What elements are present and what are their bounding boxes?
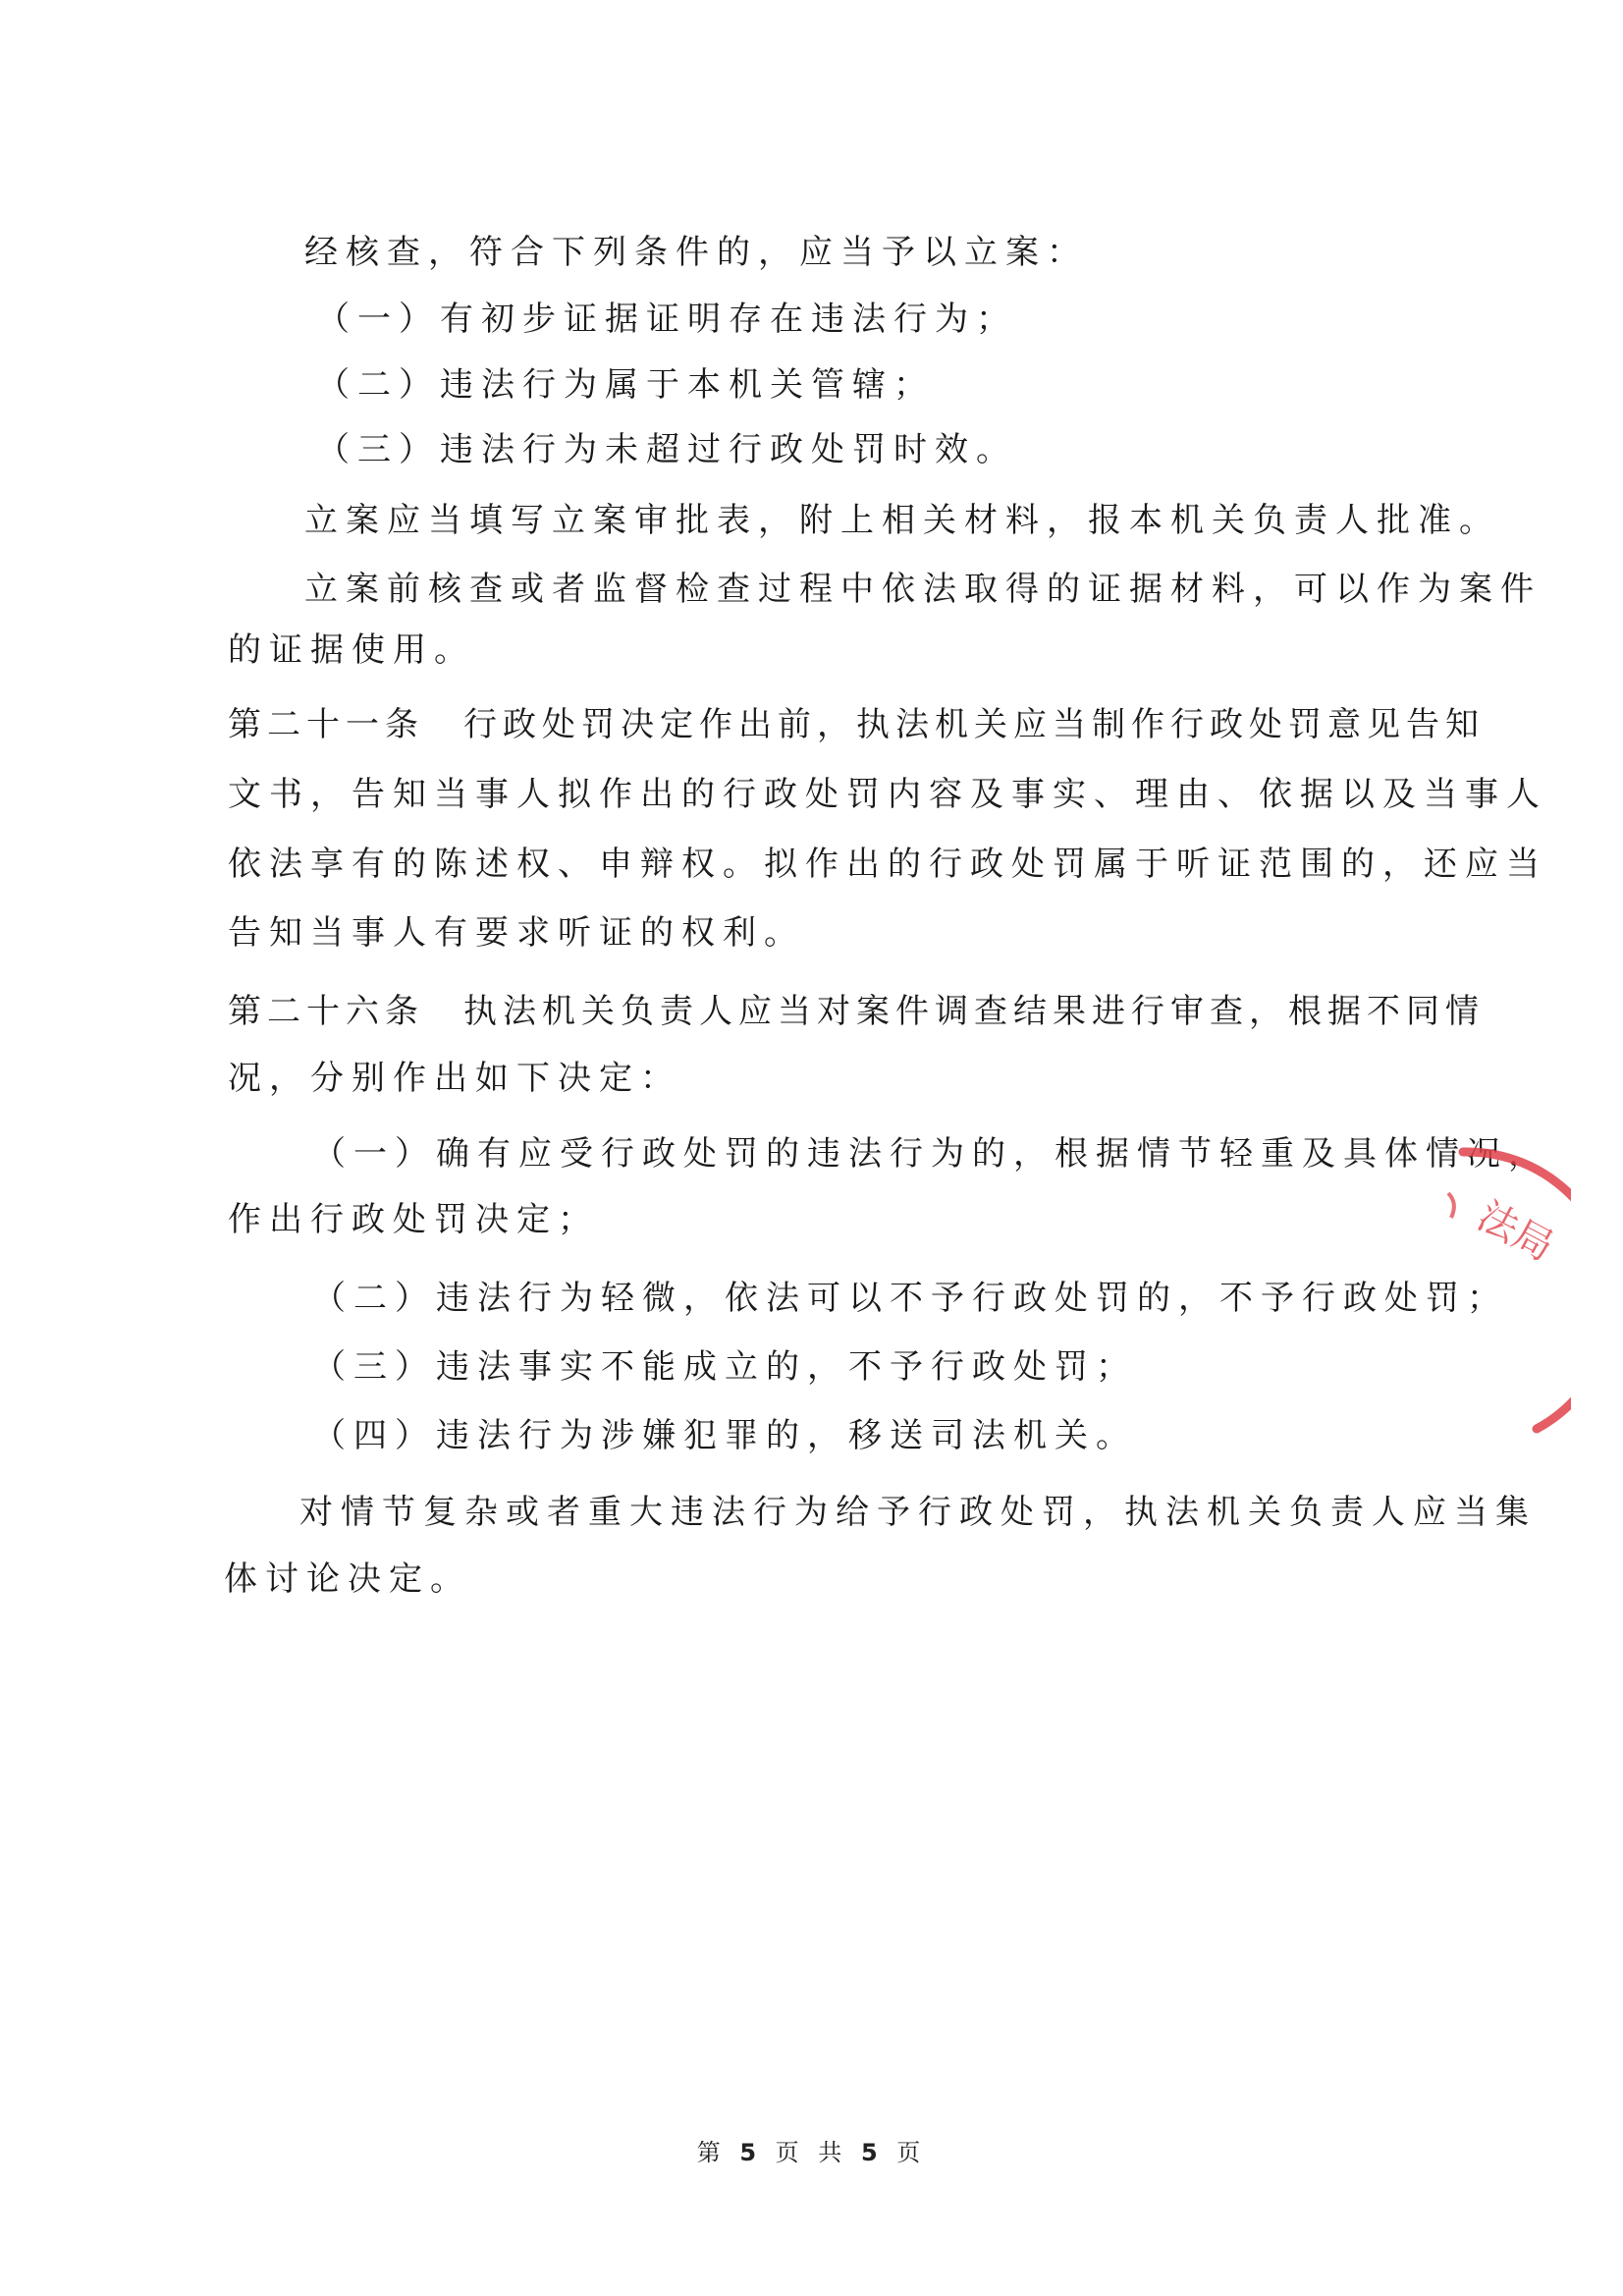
list-item: （三）违法事实不能成立的，不予行政处罚；	[312, 1347, 1137, 1387]
list-item: （四）违法行为涉嫌犯罪的，移送司法机关。	[312, 1416, 1137, 1455]
footer-suffix: 页	[896, 2139, 927, 2166]
body-line: 的证据使用。	[228, 630, 475, 670]
body-line: 对情节复杂或者重大违法行为给予行政处罚，执法机关负责人应当集	[299, 1493, 1537, 1532]
body-line: 立案前核查或者监督检查过程中依法取得的证据材料，可以作为案件	[304, 570, 1542, 609]
list-item: （一）确有应受行政处罚的违法行为的，根据情节轻重及具体情况，	[312, 1134, 1549, 1174]
article-21-line: 第二十一条 行政处罚决定作出前，执法机关应当制作行政处罚意见告知	[228, 705, 1485, 744]
official-seal	[1404, 1134, 1571, 1449]
total-pages-number: 5	[860, 2139, 884, 2166]
body-line: 作出行政处罚决定；	[228, 1200, 599, 1239]
body-line: 经核查，符合下列条件的，应当予以立案：	[304, 233, 1088, 272]
page-footer	[0, 2133, 1623, 2167]
body-line: 立案应当填写立案审批表，附上相关材料，报本机关负责人批准。	[304, 501, 1500, 540]
list-item: （二）违法行为轻微，依法可以不予行政处罚的，不予行政处罚；	[312, 1279, 1508, 1318]
article-26-line: 第二十六条 执法机关负责人应当对案件调查结果进行审查，根据不同情	[228, 992, 1485, 1031]
footer-prefix: 第	[696, 2139, 727, 2166]
body-line: 况，分别作出如下决定：	[228, 1059, 681, 1098]
list-item: （一）有初步证据证明存在违法行为；	[316, 300, 1017, 339]
seal-text: 法局	[1470, 1193, 1561, 1271]
body-line: 文书，告知当事人拟作出的行政处罚内容及事实、理由、依据以及当事人	[228, 775, 1547, 814]
footer-middle: 页 共	[775, 2139, 848, 2166]
list-item: （二）违法行为属于本机关管辖；	[316, 365, 935, 405]
body-line: 体讨论决定。	[224, 1559, 471, 1599]
current-page-number: 5	[739, 2139, 763, 2166]
list-item: （三）违法行为未超过行政处罚时效。	[316, 430, 1017, 469]
body-line: 告知当事人有要求听证的权利。	[228, 913, 805, 953]
body-line: 依法享有的陈述权、申辩权。拟作出的行政处罚属于听证范围的，还应当	[228, 845, 1547, 884]
